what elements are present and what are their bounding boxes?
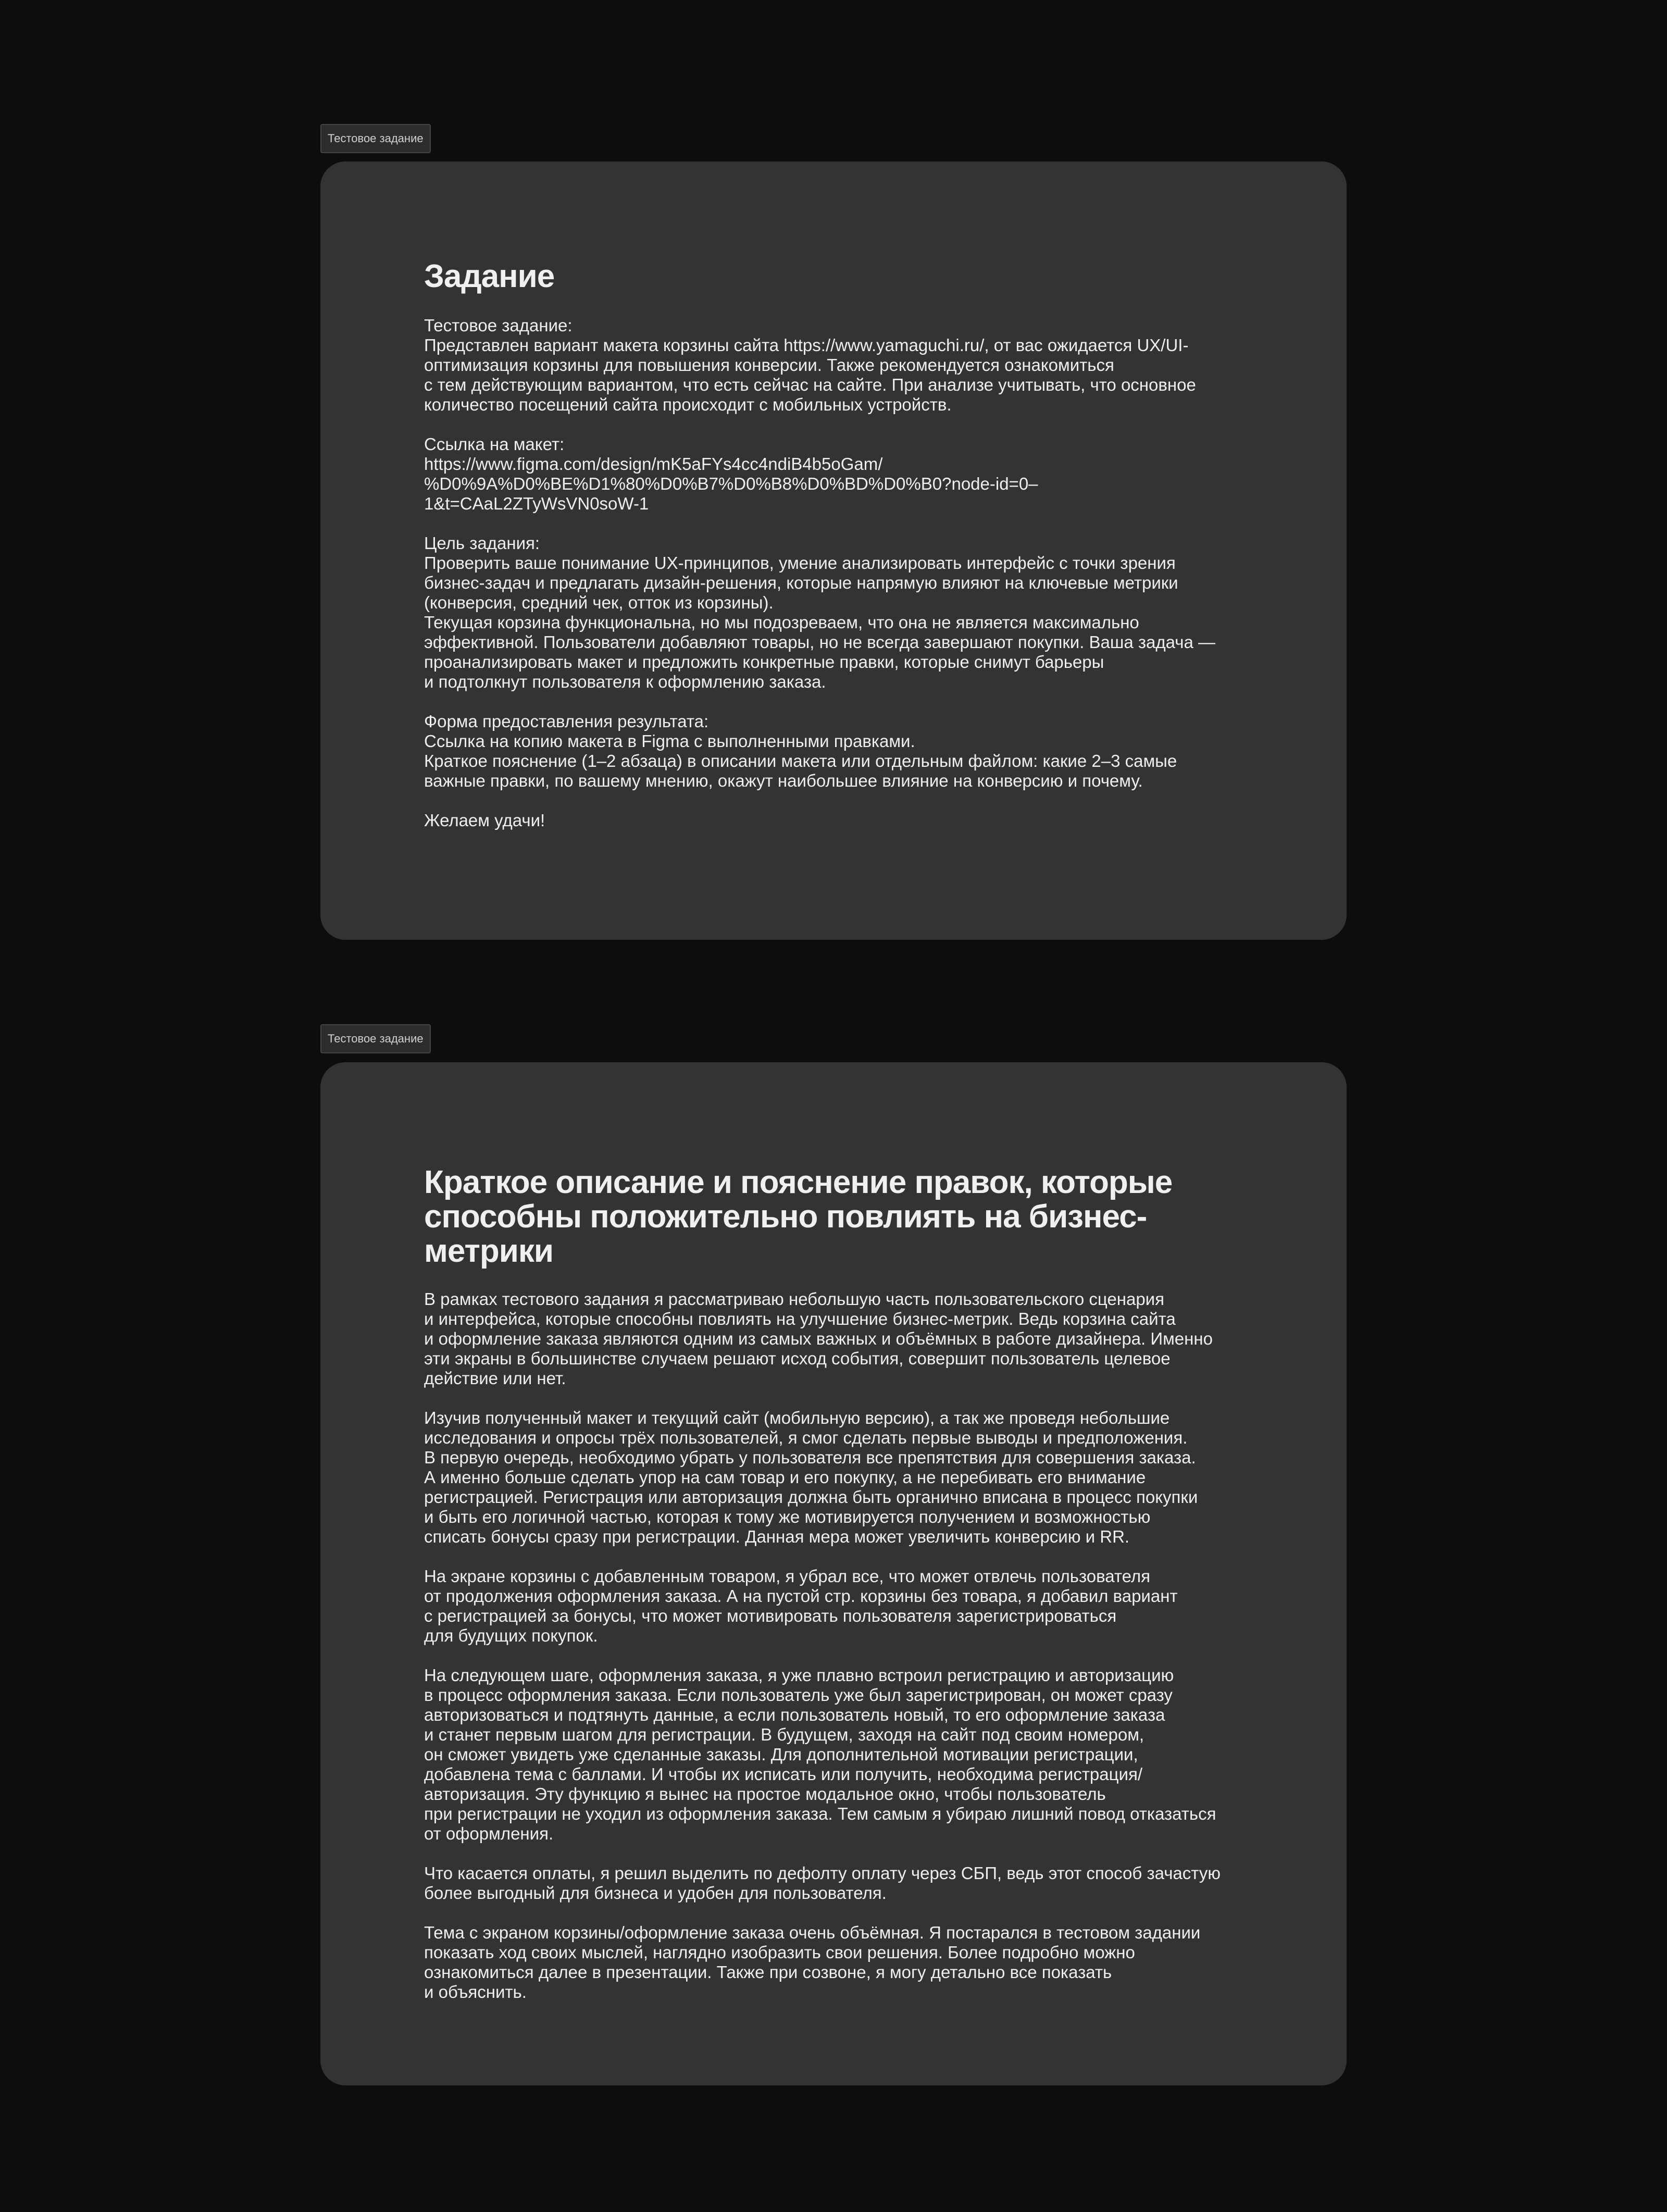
paragraph-intro: Тестовое задание: Представлен вариант макета корзины сайта https://www.yamaguchi.ru/, от вас ожидается UX/UI- оптимизация корзины для повышения конверсии. Также рекомендуется ознакомиться с тем действующим вариантом, что есть сейчас на сайте. При анализе учитывать, что основное количество посещений сайта происходит с мобильных устройств. [424, 316, 1196, 414]
card-body [424, 316, 1242, 830]
paragraph-context: В рамках тестового задания я рассматриваю небольшую часть пользовательского сценария и интерфейса, которые способны повлиять на улучшение бизнес-метрик. Ведь корзина сайта и оформление заказа являются одним из самых важных и объёмных в работе дизайнера. Именно эти экраны в большинстве случаем решают исход события, совершит пользователь целевое действие или нет. [424, 1289, 1213, 1388]
card-title: Краткое описание и пояснение правок, которые способны положительно повлиять на бизнес- метрики [424, 1164, 1173, 1269]
task-card [320, 161, 1347, 940]
paragraph-payment: Что касается оплаты, я решил выделить по дефолту оплату через СБП, ведь этот способ зачастую более выгодный для бизнеса и удобен для пользователя. [424, 1863, 1221, 1903]
explanation-card [320, 1062, 1347, 2085]
paragraph-goal: Цель задания: Проверить ваше понимание UX-принципов, умение анализировать интерфейс с точки зрения бизнес-задач и предлагать дизайн-решения, которые напрямую влияют на ключевые метрики (конверсия, средний чек, отток из корзины). Текущая корзина функциональна, но мы подозреваем, что она не является максимально эффективной. Пользователи добавляют товары, но не всегда завершают покупки. Ваша задача — проанализировать макет и предложить конкретные правки, которые снимут барьеры и подтолкнут пользователя к оформлению заказа. [424, 533, 1215, 691]
paragraph-closing: Желаем удачи! [424, 811, 545, 830]
card-title: Задание [424, 258, 555, 294]
paragraph-conclusion: Тема с экраном корзины/оформление заказа очень объёмная. Я постарался в тестовом задании показать ход своих мыслей, наглядно изобразить свои решения. Более подробно можно ознакомиться далее в презентации. Также при созвоне, я могу детально все показать и объяснить. [424, 1923, 1201, 2002]
paragraph-result-form: Форма предоставления результата: Ссылка на копию макета в Figma с выполненными правками. Краткое пояснение (1–2 абзаца) в описании макета или отдельным файлом: какие 2–3 самые важные правки, по вашему мнению, окажут наибольшее влияние на конверсию и почему. [424, 712, 1177, 790]
section-tag: Тестовое задание [320, 124, 431, 153]
paragraph-research: Изучив полученный макет и текущий сайт (мобильную версию), а так же проведя небольшие исследования и опросы трёх пользователей, я смог сделать первые выводы и предположения. В первую очередь, необходимо убрать у пользователя все препятствия для совершения заказа. А именно больше сделать упор на сам товар и его покупку, а не перебивать его внимание регистрацией. Регистрация или авторизация должна быть органично вписана в процесс покупки и быть его логичной частью, которая к тому же мотивируется получением и возможностью списать бонусы сразу при регистрации. Данная мера может увеличить конверсию и RR. [424, 1408, 1198, 1546]
paragraph-link: Ссылка на макет: https://www.figma.com/design/mK5aFYs4cc4ndiB4b5oGam/ %D0%9A%D0%BE%D1%80%D0%B7%D0%B8%D0%BD%D0%B0?node-id=0– 1&t=CAaL2ZTyWsVN0soW-1 [424, 434, 1038, 513]
card-body [424, 1289, 1242, 2002]
paragraph-checkout: На следующем шаге, оформления заказа, я уже плавно встроил регистрацию и авторизацию в процесс оформления заказа. Если пользователь уже был зарегистрирован, он может сразу авторизоваться и подтянуть данные, а если пользователь новый, то его оформление заказа и станет первым шагом для регистрации. В будущем, заходя на сайт под своим номером, он сможет увидеть уже сделанные заказы. Для дополнительной мотивации регистрации, добавлена тема с баллами. И чтобы их исписать или получить, необходима регистрация/ авторизация. Эту функцию я вынес на простое модальное окно, чтобы пользователь при регистрации не уходил из оформления заказа. Тем самым я убираю лишний повод отказаться от оформления. [424, 1666, 1216, 1843]
paragraph-cart-screen: На экране корзины с добавленным товаром, я убрал все, что может отвлечь пользователя от продолжения оформления заказа. А на пустой стр. корзины без товара, я добавил вариант с регистрацией за бонусы, что может мотивировать пользователя зарегистрироваться для будущих покупок. [424, 1567, 1178, 1645]
section-tag: Тестовое задание [320, 1024, 431, 1053]
